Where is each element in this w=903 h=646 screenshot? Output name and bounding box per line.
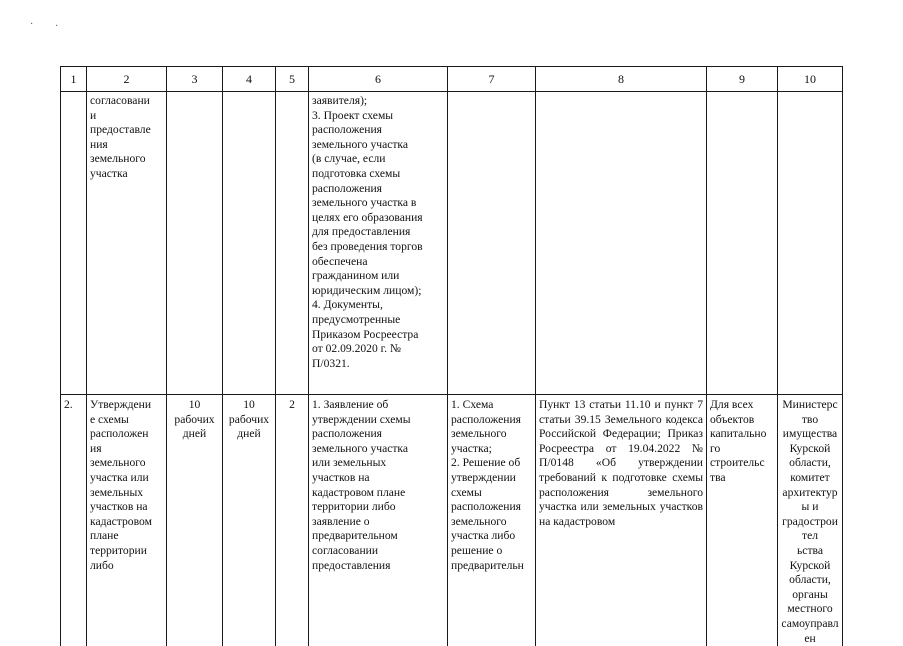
objects-cell bbox=[707, 395, 778, 646]
scan-speck: · bbox=[55, 22, 58, 32]
cell-text-line: либо bbox=[90, 559, 163, 574]
result-cell bbox=[448, 395, 536, 646]
term-general-cell bbox=[167, 395, 223, 646]
service-name-cell bbox=[87, 395, 167, 646]
document-table bbox=[60, 66, 843, 646]
code-cell bbox=[276, 92, 309, 395]
cell-text-line: области, bbox=[781, 573, 839, 588]
cell-text-line: комитет bbox=[781, 471, 839, 486]
cell-text-line: и bbox=[90, 109, 163, 124]
cell-text-line: области, bbox=[781, 456, 839, 471]
cell-text-line: расположения bbox=[451, 413, 532, 428]
cell-text-line: Приказом Росреестра bbox=[312, 328, 444, 343]
column-header: 4 bbox=[223, 67, 276, 92]
cell-text-line: кадастровом плане bbox=[312, 486, 444, 501]
cell-text-line: ия bbox=[90, 442, 163, 457]
cell-text-line: согласовании bbox=[312, 544, 444, 559]
cell-text-line: 4. Документы, bbox=[312, 298, 444, 313]
cell-text-line: тва bbox=[710, 471, 774, 486]
cell-text-line: территории либо bbox=[312, 500, 444, 515]
cell-text-line: без проведения торгов bbox=[312, 240, 444, 255]
cell-text-line: расположения bbox=[451, 500, 532, 515]
cell-text-line: или земельных bbox=[312, 456, 444, 471]
cell-text-line: предоставле bbox=[90, 123, 163, 138]
cell-text-line: кадастровом bbox=[90, 515, 163, 530]
cell-text-line: решение о bbox=[451, 544, 532, 559]
cell-text-line: Для всех bbox=[710, 398, 774, 413]
cell-text-line: утверждении схемы bbox=[312, 413, 444, 428]
cell-text-line: заявителя); bbox=[312, 94, 444, 109]
result-cell bbox=[448, 92, 536, 395]
cell-text-line: участков на bbox=[312, 471, 444, 486]
cell-text-line: (в случае, если bbox=[312, 152, 444, 167]
objects-cell bbox=[707, 92, 778, 395]
cell-text-line: заявление о bbox=[312, 515, 444, 530]
cell-text-line: целях его образования bbox=[312, 211, 444, 226]
cell-text-line: расположен bbox=[90, 427, 163, 442]
cell-text-line: расположения bbox=[312, 123, 444, 138]
scan-speck: · bbox=[30, 20, 33, 30]
cell-text-line: земельного bbox=[451, 515, 532, 530]
cell-text-line: утверждении bbox=[451, 471, 532, 486]
term-expedited-cell bbox=[223, 395, 276, 646]
cell-text-line: 2. Решение об bbox=[451, 456, 532, 471]
documents-cell bbox=[309, 92, 448, 395]
table-row bbox=[61, 395, 843, 646]
cell-text-line: участков на bbox=[90, 500, 163, 515]
column-header: 3 bbox=[167, 67, 223, 92]
cell-text-line: 1. Заявление об bbox=[312, 398, 444, 413]
cell-text-line: рабочих bbox=[170, 413, 219, 428]
column-header: 9 bbox=[707, 67, 778, 92]
cell-text-line: расположения bbox=[312, 427, 444, 442]
column-header: 6 bbox=[309, 67, 448, 92]
column-header: 7 bbox=[448, 67, 536, 92]
cell-text-line: 1. Схема bbox=[451, 398, 532, 413]
cell-text-line: гражданином или bbox=[312, 269, 444, 284]
code-cell: 2 bbox=[276, 395, 309, 646]
column-header: 8 bbox=[536, 67, 707, 92]
cell-text-line: земельных bbox=[90, 486, 163, 501]
cell-text-line: П/0321. bbox=[312, 357, 444, 372]
table-row bbox=[61, 92, 843, 395]
column-header: 10 bbox=[778, 67, 843, 92]
row-number-cell bbox=[61, 92, 87, 395]
cell-text-line: 3. Проект схемы bbox=[312, 109, 444, 124]
column-header: 1 bbox=[61, 67, 87, 92]
cell-text-line: земельного участка bbox=[312, 442, 444, 457]
cell-text-line: территории bbox=[90, 544, 163, 559]
cell-text-line: имущества bbox=[781, 427, 839, 442]
row-number-cell: 2. bbox=[61, 395, 87, 646]
cell-text-line: органы bbox=[781, 588, 839, 603]
cell-text-line: участка либо bbox=[451, 529, 532, 544]
cell-text-line: обеспечена bbox=[312, 255, 444, 270]
cell-text-line: ния bbox=[90, 138, 163, 153]
cell-text-line: земельного bbox=[451, 427, 532, 442]
term-general-cell bbox=[167, 92, 223, 395]
cell-text-line: капитально bbox=[710, 427, 774, 442]
cell-text-line: архитектуры и bbox=[781, 486, 839, 515]
column-header: 5 bbox=[276, 67, 309, 92]
cell-text-line: дней bbox=[170, 427, 219, 442]
cell-text-line: земельного участка bbox=[312, 138, 444, 153]
authority-cell bbox=[778, 395, 843, 646]
cell-text-line: 10 bbox=[170, 398, 219, 413]
cell-text-line: участка; bbox=[451, 442, 532, 457]
cell-text-line: от 02.09.2020 г. № bbox=[312, 342, 444, 357]
cell-text-line: участка bbox=[90, 167, 163, 182]
cell-text-line: земельного bbox=[90, 152, 163, 167]
cell-text-line: 10 bbox=[226, 398, 272, 413]
cell-text-line: го bbox=[710, 442, 774, 457]
cell-text-line: рабочих bbox=[226, 413, 272, 428]
cell-text-line: Курской bbox=[781, 442, 839, 457]
cell-text-line: подготовка схемы bbox=[312, 167, 444, 182]
cell-text-line: земельного участка в bbox=[312, 196, 444, 211]
cell-text-line: Министерство bbox=[781, 398, 839, 427]
cell-text-line: для предоставления bbox=[312, 225, 444, 240]
cell-text-line: юридическим лицом); bbox=[312, 284, 444, 299]
table-header-row bbox=[61, 67, 843, 92]
cell-text-line: Утверждени bbox=[90, 398, 163, 413]
cell-text-line: е схемы bbox=[90, 413, 163, 428]
column-header: 2 bbox=[87, 67, 167, 92]
authority-cell bbox=[778, 92, 843, 395]
cell-text-line: градостроител bbox=[781, 515, 839, 544]
cell-text-line: плане bbox=[90, 529, 163, 544]
cell-text-line: ьства Курской bbox=[781, 544, 839, 573]
cell-text-line: участка или bbox=[90, 471, 163, 486]
documents-cell bbox=[309, 395, 448, 646]
term-expedited-cell bbox=[223, 92, 276, 395]
cell-text-line: расположения bbox=[312, 182, 444, 197]
cell-text-line: предварительном bbox=[312, 529, 444, 544]
service-name-cell bbox=[87, 92, 167, 395]
cell-text-line: земельного bbox=[90, 456, 163, 471]
legal-basis-cell: Пункт 13 статьи 11.10 и пункт 7 статьи 39.15 Земельного кодекса Российской Федерации; Приказ Росреестра от 19.04.2022 № П/0148 «Об утверждении требований к подготовке схемы расположения земельного участка или земельных участков на кадастровом bbox=[536, 395, 707, 646]
cell-text-line: согласовани bbox=[90, 94, 163, 109]
cell-text-line: схемы bbox=[451, 486, 532, 501]
cell-text-line: предоставления bbox=[312, 559, 444, 574]
cell-text-line: предварительн bbox=[451, 559, 532, 574]
legal-basis-cell bbox=[536, 92, 707, 395]
cell-text-line: самоуправлен bbox=[781, 617, 839, 646]
cell-text-line: предусмотренные bbox=[312, 313, 444, 328]
cell-text-line: дней bbox=[226, 427, 272, 442]
cell-text-line: местного bbox=[781, 602, 839, 617]
cell-text-line: строительс bbox=[710, 456, 774, 471]
cell-text-line: объектов bbox=[710, 413, 774, 428]
